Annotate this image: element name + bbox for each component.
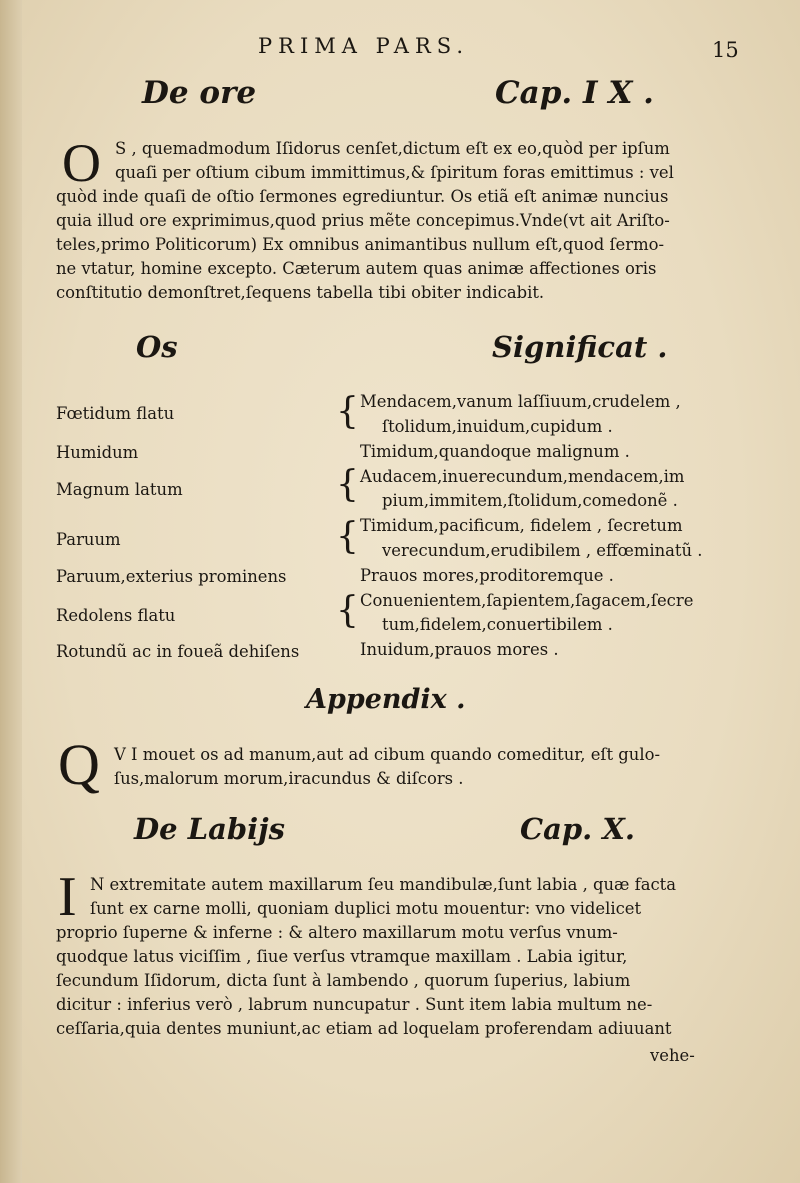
table-right-line: verecundum,erudibilem , effœminatũ .: [382, 541, 703, 560]
text-line: teles,primo Politicorum) Ex omnibus animantibus nullum eſt,quod ſermo-: [56, 235, 665, 254]
drop-cap: I: [58, 866, 77, 928]
chapter-title: De Labijs: [134, 812, 285, 846]
chapter-number: Cap. I X .: [495, 75, 654, 111]
catchword: vehe-: [650, 1046, 695, 1065]
text-line: quòd inde quaſi de oſtio ſermones egrediuntur. Os etiã eſt animæ nuncius: [56, 187, 669, 206]
text-line: ſunt ex carne molli, quoniam duplici motu mouentur: vno videlicet: [90, 899, 642, 918]
table-right-line: Inuidum,prauos mores .: [360, 640, 559, 659]
appendix-title: Appendix .: [306, 684, 466, 715]
text-line: quaſi per oſtium cibum immittimus,& ſpiritum foras emittimus : vel: [115, 163, 674, 182]
table-right-line: ſtolidum,inuidum,cupidum .: [382, 417, 613, 436]
table-right-line: Audacem,inuerecundum,mendacem,im: [360, 467, 685, 486]
brace-icon: {: [336, 391, 359, 432]
brace-icon: {: [336, 590, 359, 631]
chapter-title: De ore: [142, 75, 257, 111]
text-line: proprio ſuperne & inferne : & altero maxillarum motu verſus vnum-: [56, 923, 618, 942]
running-title: PRIMA PARS.: [258, 34, 470, 58]
text-line: N extremitate autem maxillarum ſeu mandibulæ,ſunt labia , quæ facta: [90, 875, 677, 894]
page-number: 15: [712, 38, 739, 62]
table-left-item: Paruum,exterius prominens: [56, 567, 287, 586]
text-line: quia illud ore exprimimus,quod prius mẽte concepimus.Vnde(vt ait Ariſto-: [56, 211, 670, 230]
drop-cap: Q: [58, 732, 100, 797]
page-gutter: [0, 0, 22, 1183]
text-line: quodque latus viciſſim , ſiue verſus vtramque maxillam . Labia igitur,: [56, 947, 628, 966]
table-left-item: Fœtidum flatu: [56, 404, 175, 423]
text-line: S , quemadmodum Iſidorus cenſet,dictum eſt ex eo,quòd per ipſum: [115, 139, 670, 158]
table-left-item: Magnum latum: [56, 480, 183, 499]
table-heading-os: Os: [136, 330, 178, 364]
text-line: ceſſaria,quia dentes muniunt,ac etiam ad loquelam proferendam adiuuant: [56, 1019, 672, 1038]
text-line: dicitur : inferius verò , labrum nuncupatur . Sunt item labia multum ne-: [56, 995, 653, 1014]
brace-icon: {: [336, 516, 359, 557]
table-right-line: pium,immitem,ſtolidum,comedonẽ .: [382, 491, 678, 510]
text-line: V I mouet os ad manum,aut ad cibum quando comeditur, eſt gulo-: [114, 745, 660, 764]
table-heading-significat: Significat .: [492, 330, 668, 364]
table-right-line: Mendacem,vanum laſſiuum,crudelem ,: [360, 392, 681, 411]
table-right-line: Timidum,pacificum, fidelem , ſecretum: [360, 516, 683, 535]
table-right-line: tum,fidelem,conuertibilem .: [382, 615, 613, 634]
text-line: conſtitutio demonſtret,ſequens tabella tibi obiter indicabit.: [56, 283, 545, 302]
text-line: ſecundum Iſidorum, dicta ſunt à lambendo , quorum ſuperius, labium: [56, 971, 631, 990]
text-line: ne vtatur, homine excepto. Cæterum autem quas animæ affectiones oris: [56, 259, 657, 278]
drop-cap: O: [62, 133, 101, 193]
table-right-line: Prauos mores,proditoremque .: [360, 566, 614, 585]
chapter-number: Cap. X.: [520, 812, 635, 846]
table-right-line: Timidum,quandoque malignum .: [360, 442, 630, 461]
table-left-item: Redolens flatu: [56, 606, 176, 625]
text-line: ſus,malorum morum,iracundus & diſcors .: [114, 769, 464, 788]
table-right-line: Conuenientem,ſapientem,ſagacem,ſecre: [360, 591, 694, 610]
table-left-item: Rotundũ ac in foueã dehiſens: [56, 642, 300, 661]
brace-icon: {: [336, 464, 359, 505]
table-left-item: Humidum: [56, 443, 139, 462]
table-left-item: Paruum: [56, 530, 121, 549]
